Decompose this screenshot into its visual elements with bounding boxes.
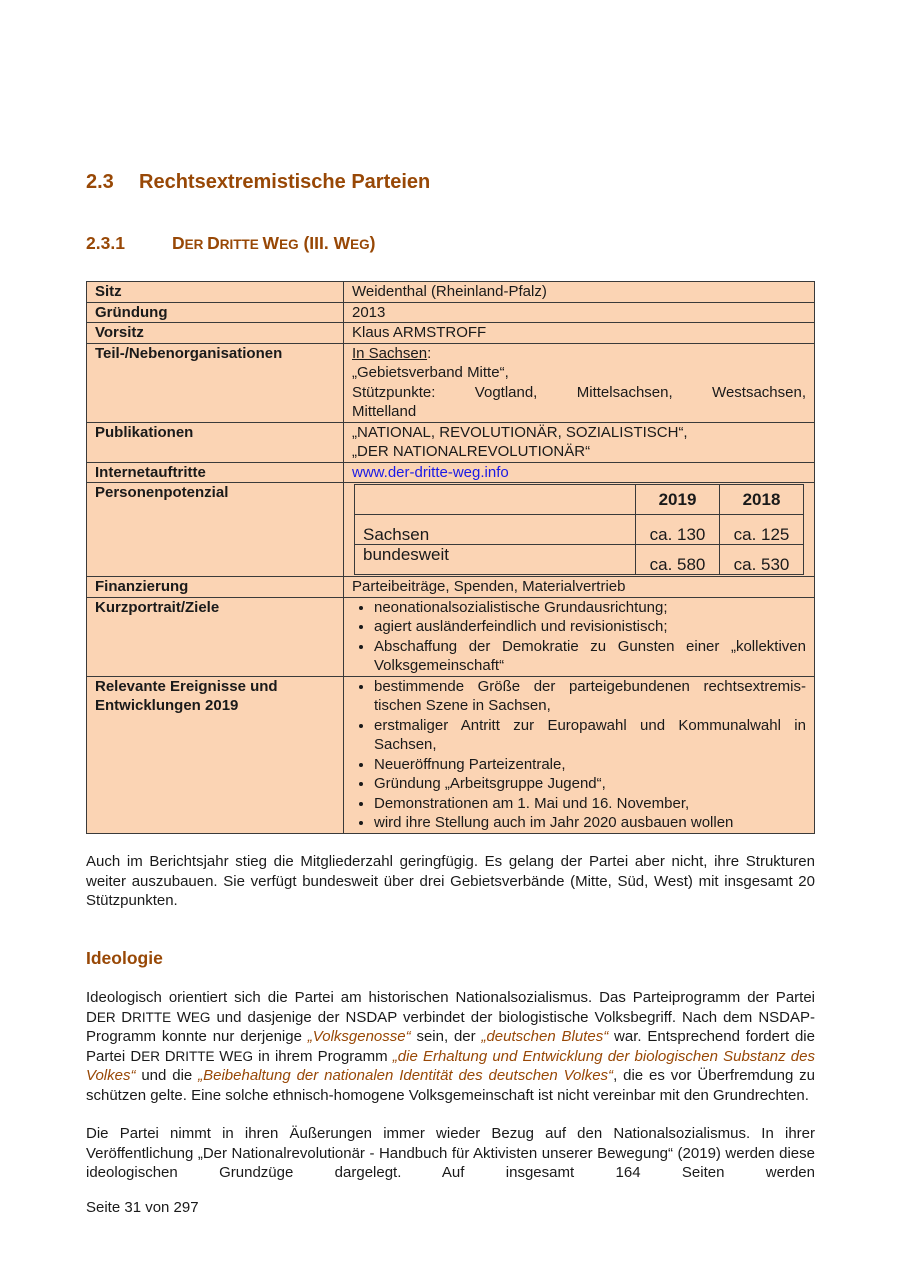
list-item: • bestimmende Größe der parteigebundenen rechtsextremis-tischen Szene in Sachsen, (374, 677, 806, 716)
organisation-line: „Gebietsverband Mitte“, (352, 364, 509, 381)
table-row (87, 323, 815, 344)
organisation-line: Mittelland (352, 403, 417, 420)
table-cell: ca. 130 (636, 515, 720, 545)
row-label: Gründung (87, 302, 344, 323)
row-label: Finanzierung (87, 577, 344, 598)
publication-line: „NATIONAL, REVOLUTIONÄR, SOZIALISTISCH“, (352, 423, 688, 441)
table-row (87, 302, 815, 323)
table-row (355, 485, 804, 515)
section-number: 2.3 (86, 171, 114, 193)
table-row (87, 422, 815, 462)
subsection-number: 2.3.1 (86, 233, 125, 253)
row-value: 2013 (344, 302, 815, 323)
row-label: Personenpotenzial (87, 483, 344, 577)
row-value: In Sachsen: „Gebietsverband Mitte“, Stützpunkte: Vogtland, Mittelsachsen, Westsachsen, Mittelland (344, 343, 815, 422)
column-header: 2018 (720, 485, 804, 515)
region-label: In Sachsen (352, 344, 428, 362)
row-value: Klaus ARMSTROFF (344, 323, 815, 344)
publication-line: „DER NATIONALREVOLUTIONÄR“ (352, 443, 591, 460)
goal-list (352, 598, 806, 676)
table-cell: bundesweit (355, 545, 636, 575)
table-row (87, 462, 815, 483)
quote: „deutschen Blutes“ (481, 1028, 609, 1045)
personen-table (354, 484, 804, 575)
row-label: Teil-/Nebenorganisationen (87, 343, 344, 422)
row-value: Weidenthal (Rheinland-Pfalz) (344, 282, 815, 303)
subsection-heading (86, 233, 375, 254)
table-row (87, 282, 815, 303)
row-label: Kurzportrait/Ziele (87, 597, 344, 676)
table-cell: ca. 530 (720, 545, 804, 575)
website-link[interactable]: www.der-dritte-weg.info (352, 463, 509, 481)
list-item: • neonationalsozialistische Grundausrichtung; (374, 598, 806, 618)
list-item: • wird ihre Stellung auch im Jahr 2020 ausbauen wollen (374, 813, 806, 833)
table-row (355, 545, 804, 575)
row-value (344, 597, 815, 676)
table-row (87, 676, 815, 833)
party-fact-table (86, 281, 815, 834)
event-list (352, 677, 806, 833)
organisation-line: Stützpunkte: Vogtland, Mittelsachsen, Westsachsen, (352, 383, 806, 401)
table-row (87, 343, 815, 422)
row-label: Sitz (87, 282, 344, 303)
row-label: Internetauftritte (87, 462, 344, 483)
list-item: • Demonstrationen am 1. Mai und 16. November, (374, 794, 806, 814)
table-cell: Sachsen (355, 515, 636, 545)
quote: „Volksgenosse“ (307, 1028, 411, 1045)
row-value (344, 676, 815, 833)
row-value (344, 422, 815, 462)
row-value: Parteibeiträge, Spenden, Materialvertrieb (344, 577, 815, 598)
row-label: Relevante Ereignisse und Entwicklungen 2019 (87, 676, 344, 833)
body-paragraph: Auch im Berichtsjahr stieg die Mitgliederzahl geringfügig. Es gelang der Partei aber nicht, ihre Strukturen weiter auszubauen. Sie verfügt bundesweit über drei Gebietsverbände (Mitte, Süd, West) mit insgesamt 20 Stützpunkten. (86, 853, 815, 909)
table-row (87, 483, 815, 577)
list-item: • agiert ausländerfeindlich und revisionistisch; (374, 617, 806, 637)
quote: „die Erhaltung und Entwicklung der biologischen Substanz des Volkes“ (86, 1047, 815, 1084)
table-row (355, 515, 804, 545)
page-footer: Seite 31 von 297 (86, 1199, 199, 1216)
quote: „Beibehaltung der nationalen Identität des deutschen Volkes“ (198, 1067, 614, 1084)
list-item: • erstmaliger Antritt zur Europawahl und Kommunalwahl in Sachsen, (374, 716, 806, 755)
ideologie-paragraph: Ideologisch orientiert sich die Partei am historischen Nationalsozialismus. Das Parteiprogramm der Partei DER DRITTE WEG und dasjenige der NSDAP verbindet der biologistische Volksbegriff. Nach dem NSDAP-Programm konnte nur derjenige „Volksgenosse“ sein, der „deutschen Blutes“ war. Entsprechend fordert die Partei DER DRITTE WEG in ihrem Programm „die Erhaltung und Entwicklung der biologischen Substanz des Volkes“ und die „Beibehaltung der nationalen Identität des deutschen Volkes“, die es vor Überfremdung zu schützen gelte. Eine solche ethnisch-homogene Volksgemeinschaft ist nicht vereinbar mit den Grundrechten. (86, 989, 815, 1104)
table-row (87, 577, 815, 598)
section-title: Rechtsextremistische Parteien (139, 171, 431, 193)
table-cell: ca. 125 (720, 515, 804, 545)
row-label: Publikationen (87, 422, 344, 462)
column-header: 2019 (636, 485, 720, 515)
table-cell (355, 485, 636, 515)
row-label: Vorsitz (87, 323, 344, 344)
section-heading (86, 171, 430, 194)
ideologie-paragraph-2: Die Partei nimmt in ihren Äußerungen immer wieder Bezug auf den Nationalsozialismus. In ihrer Veröffentlichung „Der Nationalrevolutionär - Handbuch für Aktivisten unserer Bewegung“ (2019) werden diese ideologischen Grundzüge dargelegt. Auf insgesamt 164 Seiten werden (86, 1125, 815, 1181)
list-item: • Neueröffnung Parteizentrale, (374, 755, 806, 775)
list-item: • Abschaffung der Demokratie zu Gunsten einer „kollektiven Volksgemeinschaft“ (374, 637, 806, 676)
table-row (87, 597, 815, 676)
table-cell: ca. 580 (636, 545, 720, 575)
subsection-title: DER DRITTE WEG (III. WEG) (172, 233, 376, 253)
row-value (344, 483, 815, 577)
ideologie-heading: Ideologie (86, 948, 163, 968)
row-value (344, 462, 815, 483)
list-item: • Gründung „Arbeitsgruppe Jugend“, (374, 774, 806, 794)
